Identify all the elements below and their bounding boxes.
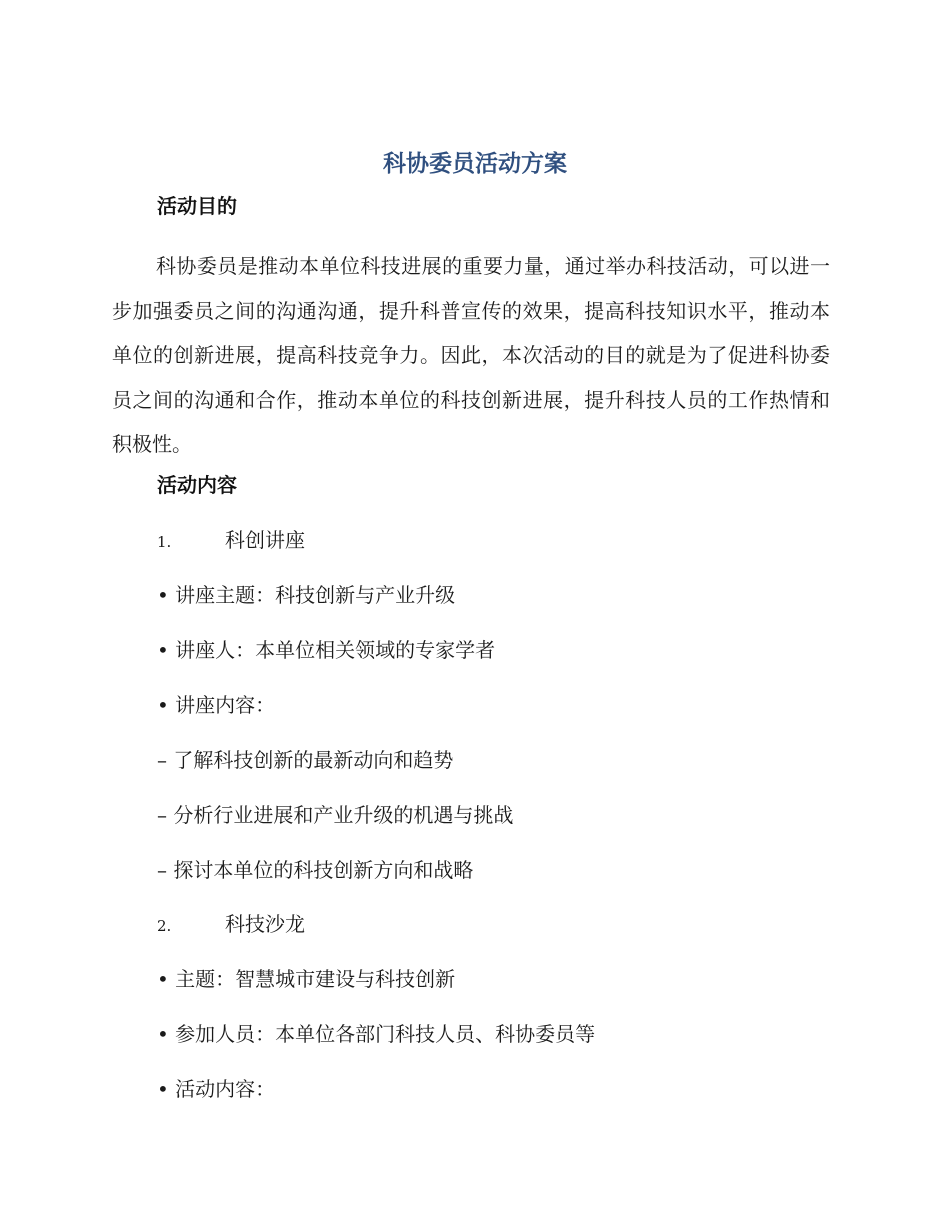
list-item-salon xyxy=(157,910,305,940)
bullet-item: • 讲座主题：科技创新与产业升级 xyxy=(157,583,456,607)
list-number: 2. xyxy=(157,917,172,935)
dash-item: – 了解科技创新的最新动向和趋势 xyxy=(157,748,454,772)
bullet-item: • 活动内容： xyxy=(157,1077,276,1101)
purpose-paragraph: 科协委员是推动本单位科技进展的重要力量，通过举办科技活动，可以进一步加强委员之间的沟通沟通，提升科普宣传的效果，提高科技知识水平，推动本单位的创新进展，提高科技竞争力。因此，本次活动的目的就是为了促进科协委员之间的沟通和合作，推动本单位的科技创新进展，提升科技人员的工作热情和积极性。 xyxy=(112,254,830,456)
dash-item: – 分析行业进展和产业升级的机遇与挑战 xyxy=(157,803,514,827)
dash-item: – 探讨本单位的科技创新方向和战略 xyxy=(157,858,474,882)
bullet-item: • 主题：智慧城市建设与科技创新 xyxy=(157,967,456,991)
list-item-lecture xyxy=(157,526,305,556)
bullet-item: • 讲座人：本单位相关领域的专家学者 xyxy=(157,638,496,662)
section-heading-content: 活动内容 xyxy=(157,473,237,497)
bullet-item: • 讲座内容： xyxy=(157,693,276,717)
list-item-title: 科技沙龙 xyxy=(225,912,305,936)
bullet-item: • 参加人员：本单位各部门科技人员、科协委员等 xyxy=(157,1022,596,1046)
list-item-title: 科创讲座 xyxy=(225,528,305,552)
document-title: 科协委员活动方案 xyxy=(383,151,567,177)
section-heading-purpose: 活动目的 xyxy=(157,194,237,218)
list-number: 1. xyxy=(157,533,172,551)
